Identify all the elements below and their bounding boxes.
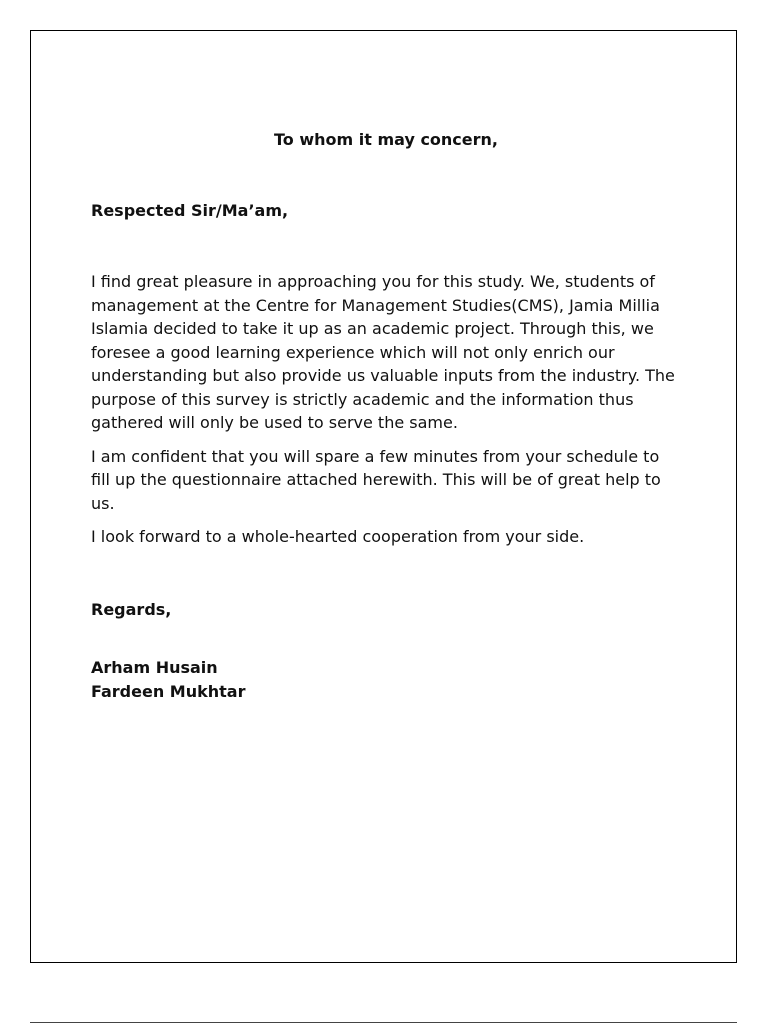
closing: Regards, bbox=[91, 599, 172, 619]
signatory-name: Arham Husain bbox=[91, 657, 218, 677]
paragraph-request: I am confident that you will spare a few minutes from your schedule to fill up the questionnaire attached herewith. This will be of great help to us. bbox=[91, 446, 661, 513]
letter-body bbox=[91, 128, 681, 704]
paragraph-cooperation: I look forward to a whole-hearted cooperation from your side. bbox=[91, 527, 585, 546]
signatory-name: Fardeen Mukhtar bbox=[91, 681, 246, 701]
signatories bbox=[91, 656, 681, 704]
letter-heading: To whom it may concern, bbox=[274, 130, 498, 149]
greeting: Respected Sir/Ma’am, bbox=[91, 201, 289, 220]
page-bottom-divider bbox=[30, 1022, 737, 1023]
paragraph-intro: I find great pleasure in approaching you for this study. We, students of management at the Centre for Management Studies(CMS), Jamia Millia Islamia decided to take it up as an academic project. Through this, we foresee a good learning experience which will not only enrich our understanding but also provide us valuable inputs from the industry. The purpose of this survey is strictly academic and the information thus gathered will only be used to serve the same. bbox=[91, 272, 675, 432]
